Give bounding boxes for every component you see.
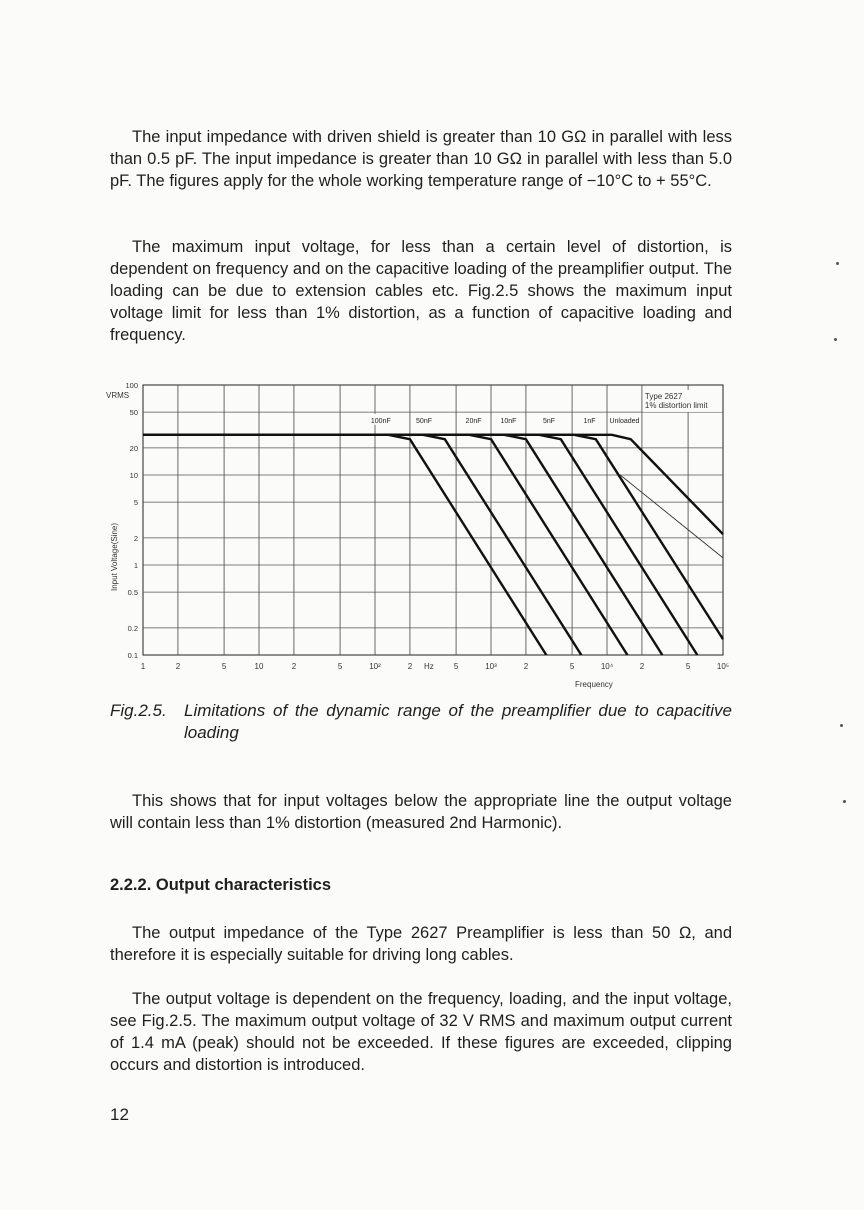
x-tick-label: 5 xyxy=(569,662,575,671)
x-tick-label: 5 xyxy=(221,662,227,671)
margin-dot xyxy=(840,724,843,727)
y-axis-title: Input Voltage(Sine) xyxy=(110,522,119,591)
x-tick-label: 2 xyxy=(523,662,529,671)
series-line-10nf xyxy=(143,435,662,655)
curve-label-20nf: 20nF xyxy=(465,417,482,425)
distortion-reference-line xyxy=(620,475,723,558)
curve-label-5nf: 5nF xyxy=(542,417,556,425)
x-tick-label: 10⁵ xyxy=(716,662,730,671)
y-tick-label: 1 xyxy=(133,561,138,570)
margin-dot xyxy=(834,338,837,341)
curve-label-unloaded: Unloaded xyxy=(609,417,640,425)
distortion-limit-chart xyxy=(100,375,740,693)
series-line-50nf xyxy=(143,435,581,655)
x-tick-label: 5 xyxy=(685,662,691,671)
x-tick-label: 10³ xyxy=(485,662,497,671)
y-tick-label: 2 xyxy=(133,533,138,543)
y-tick-label: 100 xyxy=(125,381,138,390)
y-tick-label: 20 xyxy=(129,443,138,453)
paragraph-output-impedance: The output impedance of the Type 2627 Preamplifier is less than 50 Ω, and therefore it is especially suitable for driving long cables. xyxy=(110,924,732,964)
figure-number: Fig.2.5. xyxy=(110,701,167,720)
section-heading: 2.2.2. Output characteristics xyxy=(110,876,332,894)
y-tick-label: 0.1 xyxy=(127,651,138,660)
series-line-1nf xyxy=(143,435,723,639)
series-line-20nf xyxy=(143,435,627,655)
y-tick-label: 0.5 xyxy=(127,588,138,598)
curve-label-10nf: 10nF xyxy=(500,417,517,425)
y-tick-label: 10 xyxy=(129,471,138,480)
margin-dot xyxy=(843,800,846,803)
paragraph-output-voltage: The output voltage is dependent on the frequency, loading, and the input voltage, see Fig.2.5. The maximum output voltage of 32 V RMS and maximum output current of 1.4 mA (peak) should not be exceeded. If these figures are exceeded, clipping occurs and distortion is introduced. xyxy=(110,990,732,1074)
x-tick-label: 10² xyxy=(369,662,381,671)
figure-caption-text: Limitations of the dynamic range of the preamplifier due to capacitive loading xyxy=(184,701,732,742)
annotation-line: Type 2627 xyxy=(644,391,683,401)
y-tick-label: 50 xyxy=(129,408,138,418)
x-tick-label: 10⁴ xyxy=(600,662,614,671)
series-line-100nf xyxy=(143,435,546,655)
y-tick-label: 5 xyxy=(133,498,138,508)
hz-unit-label: Hz xyxy=(424,662,434,671)
figure-caption xyxy=(110,700,732,744)
x-tick-label: 2 xyxy=(175,662,181,671)
paragraph-distortion-explanation: This shows that for input voltages below the appropriate line the output voltage will contain less than 1% distortion (measured 2nd Harmonic). xyxy=(110,792,732,832)
paragraph-max-input-voltage: The maximum input voltage, for less than a certain level of distortion, is dependent on frequency and on the capacitive loading of the preamplifier output. The loading can be due to extension cables etc. Fig.2.5 shows the maximum input voltage limit for less than 1% distortion, as a function of capacitive loading and frequency. xyxy=(110,238,732,344)
paragraph-input-impedance: The input impedance with driven shield is greater than 10 GΩ in parallel with less than 0.5 pF. The input impedance is greater than 10 GΩ in parallel with less than 5.0 pF. The figures apply for the whole working temperature range of −10°C to + 55°C. xyxy=(110,128,732,190)
x-tick-label: 5 xyxy=(337,662,343,671)
page-number: 12 xyxy=(110,1105,129,1124)
x-tick-label: 10 xyxy=(254,662,264,671)
x-tick-label: 2 xyxy=(291,662,297,671)
curve-label-100nf: 100nF xyxy=(370,417,391,425)
x-tick-label: 1 xyxy=(140,662,146,671)
series-line-unloaded xyxy=(143,435,723,534)
x-tick-label: 2 xyxy=(639,662,645,671)
curve-label-50nf: 50nF xyxy=(416,417,433,425)
x-axis-title: Frequency xyxy=(575,680,613,689)
curve-label-1nf: 1nF xyxy=(583,417,596,425)
x-tick-label: 2 xyxy=(407,662,413,671)
margin-dot xyxy=(836,262,839,265)
x-tick-label: 5 xyxy=(453,662,459,671)
annotation-line: 1% distortion limit xyxy=(644,400,708,410)
y-tick-label: 0.2 xyxy=(127,623,138,633)
y-unit-label: VRMS xyxy=(106,391,130,400)
